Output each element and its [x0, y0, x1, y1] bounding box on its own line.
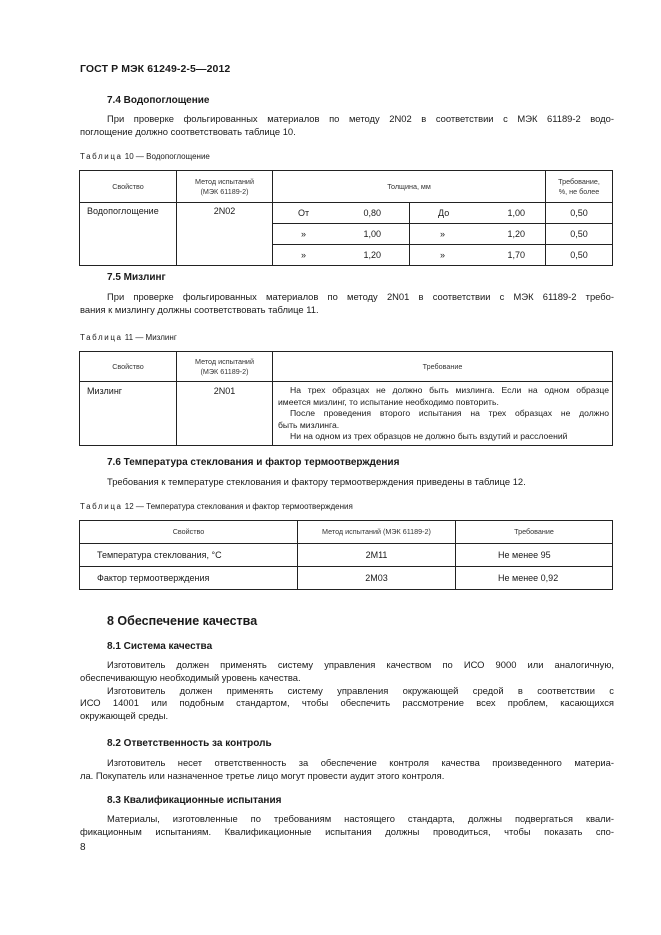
table-cell: 0,50: [546, 245, 613, 266]
table-cell: 0,50: [546, 224, 613, 245]
section-7-4-paragraph: [80, 113, 614, 139]
table-cell: Не менее 0,92: [456, 567, 613, 590]
caption-title: 10 — Водопоглощение: [122, 152, 210, 161]
column-header: Толщина, мм: [273, 171, 546, 203]
section-8-2-heading: 8.2 Ответственность за контроль: [107, 738, 272, 749]
section-8-3-paragraph: [80, 813, 614, 839]
text-line: окружающей среды.: [80, 710, 169, 722]
text-line: Ни на одном из трех образцов не должно быть вздутий и расслоений: [290, 431, 568, 442]
document-header: ГОСТ Р МЭК 61249-2-5—2012: [80, 63, 231, 75]
table-10-caption: [80, 152, 210, 161]
caption-title: 12 — Температура стеклования и фактор термоотверждения: [122, 502, 353, 511]
table-cell: 1,00: [476, 203, 546, 224]
page-number: 8: [80, 842, 86, 853]
section-7-6-heading: 7.6 Температура стеклования и фактор термоотверждения: [107, 457, 400, 468]
text-line: ИСО 14001 или подобным стандартом, чтобы обеспечить рассмотрение всех проблем, касающихся: [80, 697, 614, 709]
table-cell: »: [410, 245, 476, 266]
table-cell: Не менее 95: [456, 544, 613, 567]
table-cell: Температура стеклования, °С: [80, 544, 298, 567]
table-cell: Мизлинг: [80, 382, 177, 446]
table-12: [79, 520, 613, 590]
table-cell: 2M03: [298, 567, 456, 590]
requirement-cell: [273, 382, 613, 446]
column-header: Метод испытаний (МЭК 61189-2): [177, 171, 273, 203]
table-cell: 2M11: [298, 544, 456, 567]
caption-title: 11 — Мизлинг: [122, 333, 177, 342]
table-cell: От: [273, 203, 345, 224]
section-7-5-paragraph: [80, 291, 614, 317]
section-7-5-heading: 7.5 Мизлинг: [107, 272, 166, 283]
table-cell: Водопоглощение: [80, 203, 177, 266]
section-8-heading: 8 Обеспечение качества: [107, 614, 258, 628]
section-7-4-heading: 7.4 Водопоглощение: [107, 95, 210, 106]
column-header: Свойство: [80, 352, 177, 382]
table-cell: »: [410, 224, 476, 245]
table-cell: До: [410, 203, 476, 224]
table-cell: 2N01: [177, 382, 273, 446]
caption-label: Таблица: [80, 152, 123, 161]
text-line: фикационным испытаниям. Квалификационные испытания должны проводиться, чтобы показать спо-: [80, 825, 614, 837]
text-line: При проверке фольгированных материалов по методу 2N01 в соответствии с МЭК 61189-2 требо-: [107, 291, 614, 302]
text-line: Изготовитель должен применять систему управления окружающей средой в соответствии с: [107, 684, 614, 696]
column-header: Свойство: [80, 521, 298, 544]
column-header: Требование: [456, 521, 613, 544]
table-cell: 1,20: [345, 245, 410, 266]
column-header: Требование: [273, 352, 613, 382]
column-header: Метод испытаний (МЭК 61189-2): [177, 352, 273, 382]
text-line: Требования к температуре стеклования и фактору термоотверждения приведены в таблице 12.: [107, 476, 526, 487]
text-line: При проверке фольгированных материалов по методу 2N02 в соответствии с МЭК 61189-2 водо-: [107, 113, 614, 124]
column-header: Метод испытаний (МЭК 61189-2): [298, 521, 456, 544]
text-line: После проведения второго испытания на трех образцах не должно: [290, 408, 609, 419]
table-12-caption: [80, 502, 353, 511]
text-line: обеспечивающую необходимый уровень качества.: [80, 671, 301, 683]
table-cell: »: [273, 224, 345, 245]
text-line: Материалы, изготовленные по требованиям настоящего стандарта, должны подвергаться квали-: [107, 813, 614, 824]
table-cell: 0,50: [546, 203, 613, 224]
section-7-6-paragraph: [80, 476, 614, 489]
section-8-2-paragraph: [80, 757, 614, 783]
text-line: вания к мизлингу должны соответствовать таблице 11.: [80, 303, 319, 315]
table-cell: 1,00: [345, 224, 410, 245]
text-line: ла. Покупатель или назначенное третье лицо могут провести аудит этого контроля.: [80, 769, 445, 781]
caption-label: Таблица: [80, 502, 123, 511]
section-8-1-paragraph: [80, 659, 614, 723]
table-cell: 2N02: [177, 203, 273, 266]
text-line: быть мизлинга.: [278, 419, 340, 430]
table-cell: 1,20: [476, 224, 546, 245]
table-cell: »: [273, 245, 345, 266]
text-line: Изготовитель должен применять систему управления качеством по ИСО 9000 или аналогичную,: [107, 659, 614, 670]
column-header: Требование, %, не более: [546, 171, 613, 203]
section-8-3-heading: 8.3 Квалификационные испытания: [107, 795, 282, 806]
caption-label: Таблица: [80, 333, 123, 342]
column-header: Свойство: [80, 171, 177, 203]
table-cell: 0,80: [345, 203, 410, 224]
table-cell: 1,70: [476, 245, 546, 266]
table-11: [79, 351, 613, 446]
table-cell: Фактор термоотверждения: [80, 567, 298, 590]
section-8-1-heading: 8.1 Система качества: [107, 641, 213, 652]
text-line: Изготовитель несет ответственность за обеспечение контроля качества произведенного материа-: [107, 757, 614, 768]
text-line: имеется мизлинг, то испытание необходимо повторить.: [278, 396, 499, 407]
table-11-caption: [80, 333, 177, 342]
text-line: поглощение должно соответствовать таблице 10.: [80, 125, 296, 137]
text-line: На трех образцах не должно быть мизлинга. Если на одном образце: [290, 385, 609, 395]
table-10: [79, 170, 613, 266]
